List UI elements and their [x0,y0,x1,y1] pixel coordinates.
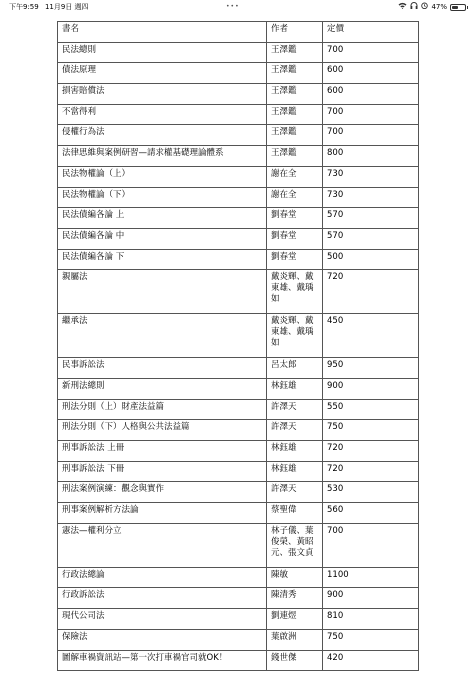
table-row [58,42,419,63]
cell-price: 530 [323,482,419,503]
battery-level [452,6,458,9]
cell-author: 戴炎輝、戴東雄、戴瑀如 [267,314,323,358]
cell-price: 500 [323,249,419,270]
table-row [58,314,419,358]
header-title: 書名 [58,22,267,43]
cell-author: 劉春堂 [267,208,323,229]
headphones-icon [410,0,418,14]
table-row [58,629,419,650]
table-row [58,249,419,270]
status-right [398,0,468,14]
cell-title: 刑法分則（下）人格與公共法益篇 [58,420,267,441]
cell-title: 民法債編各論 中 [58,228,267,249]
cell-author: 謝在全 [267,166,323,187]
table-row [58,567,419,588]
table-body [58,42,419,671]
cell-author: 林鈺雄 [267,378,323,399]
battery-tip [467,6,468,9]
cell-title: 侵權行為法 [58,125,267,146]
cell-title: 民法債編各論 上 [58,208,267,229]
cell-title: 行政法總論 [58,567,267,588]
cell-title: 新刑法總則 [58,378,267,399]
cell-author: 許澤天 [267,399,323,420]
table-row [58,104,419,125]
table-row [58,461,419,482]
table-row [58,523,419,567]
table-header-row [58,22,419,43]
cell-price: 750 [323,629,419,650]
table-row [58,503,419,524]
cell-price: 570 [323,208,419,229]
cell-price: 700 [323,523,419,567]
cell-price: 700 [323,42,419,63]
cell-price: 720 [323,441,419,462]
cell-price: 900 [323,588,419,609]
cell-title: 繼承法 [58,314,267,358]
table-row [58,482,419,503]
cell-title: 行政訴訟法 [58,588,267,609]
cell-title: 不當得利 [58,104,267,125]
table-row [58,125,419,146]
cell-title: 圖解車禍資訊站—第一次打車禍官司就OK！ [58,650,267,671]
cell-title: 民法總則 [58,42,267,63]
cell-title: 憲法—權利分立 [58,523,267,567]
cell-author: 王澤鑑 [267,125,323,146]
cell-author: 許澤天 [267,420,323,441]
table-row [58,399,419,420]
cell-title: 刑事訴訟法 上冊 [58,441,267,462]
table-row [58,650,419,671]
cell-title: 刑法案例演練：觀念與實作 [58,482,267,503]
battery-icon [450,4,466,11]
status-date: 11月9日 週四 [44,3,89,11]
cell-author: 林鈺雄 [267,441,323,462]
cell-title: 刑事訴訟法 下冊 [58,461,267,482]
cell-price: 730 [323,166,419,187]
table-row [58,228,419,249]
table-row [58,609,419,630]
table-row [58,378,419,399]
cell-price: 800 [323,146,419,167]
wifi-icon [398,0,407,14]
cell-author: 王澤鑑 [267,146,323,167]
cell-author: 王澤鑑 [267,104,323,125]
cell-title: 民法物權論（上） [58,166,267,187]
cell-price: 600 [323,63,419,84]
cell-price: 750 [323,420,419,441]
cell-title: 刑事案例解析方法論 [58,503,267,524]
cell-title: 債法原理 [58,63,267,84]
cell-price: 560 [323,503,419,524]
table-row [58,270,419,314]
cell-price: 900 [323,378,419,399]
cell-author: 謝在全 [267,187,323,208]
cell-title: 保險法 [58,629,267,650]
cell-author: 林鈺雄 [267,461,323,482]
cell-author: 許澤天 [267,482,323,503]
cell-author: 劉春堂 [267,249,323,270]
cell-author: 葉啟洲 [267,629,323,650]
cell-price: 420 [323,650,419,671]
multitasking-dots-icon[interactable]: ••• [226,3,240,10]
cell-author: 林子儀、葉俊榮、黃昭元、張文貞 [267,523,323,567]
table-row [58,588,419,609]
table-row [58,441,419,462]
cell-title: 法律思維與案例研習—請求權基礎理論體系 [58,146,267,167]
cell-price: 600 [323,84,419,105]
cell-author: 劉連煜 [267,609,323,630]
cell-price: 700 [323,104,419,125]
book-price-table [57,21,419,671]
cell-title: 刑法分則（上）財產法益篇 [58,399,267,420]
cell-author: 陳清秀 [267,588,323,609]
status-left [9,0,93,14]
cell-author: 呂太郎 [267,358,323,379]
cell-author: 戴炎輝、戴東雄、戴瑀如 [267,270,323,314]
cell-price: 450 [323,314,419,358]
cell-price: 720 [323,461,419,482]
cell-title: 民法債編各論 下 [58,249,267,270]
status-bar [0,0,474,14]
cell-title: 損害賠償法 [58,84,267,105]
cell-price: 720 [323,270,419,314]
alarm-icon [421,0,428,14]
cell-price: 810 [323,609,419,630]
table-row [58,84,419,105]
table-row [58,358,419,379]
cell-author: 王澤鑑 [267,84,323,105]
cell-title: 民事訴訟法 [58,358,267,379]
cell-author: 蔡聖偉 [267,503,323,524]
cell-title: 民法物權論（下） [58,187,267,208]
status-time: 下午9:59 [9,3,39,11]
cell-price: 1100 [323,567,419,588]
cell-price: 570 [323,228,419,249]
cell-price: 550 [323,399,419,420]
cell-price: 730 [323,187,419,208]
cell-author: 王澤鑑 [267,63,323,84]
cell-author: 王澤鑑 [267,42,323,63]
table-row [58,187,419,208]
table-row [58,63,419,84]
table-row [58,166,419,187]
cell-author: 錢世傑 [267,650,323,671]
cell-title: 現代公司法 [58,609,267,630]
cell-price: 700 [323,125,419,146]
table-row [58,146,419,167]
cell-author: 陳敏 [267,567,323,588]
table-row [58,420,419,441]
header-author: 作者 [267,22,323,43]
battery-text: 47% [431,3,447,11]
cell-title: 親屬法 [58,270,267,314]
cell-price: 950 [323,358,419,379]
document-page [57,21,419,671]
cell-author: 劉春堂 [267,228,323,249]
header-price: 定價 [323,22,419,43]
table-row [58,208,419,229]
